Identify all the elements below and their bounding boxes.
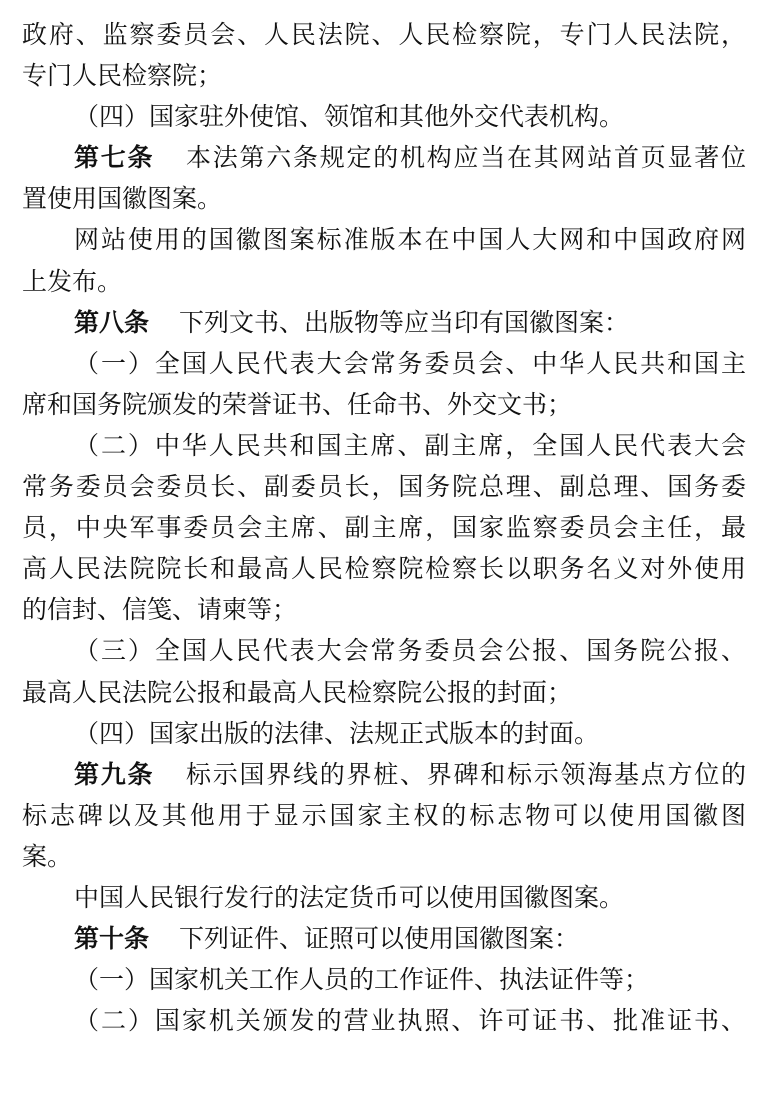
text-line: 中国人民银行发行的法定货币可以使用国徽图案。 — [74, 882, 625, 912]
text-line: 专门人民检察院； — [22, 61, 223, 91]
text-line: 常务委员会委员长、副委员长，国务院总理、副总理、国务委 — [22, 472, 746, 502]
list-item: （一）全国人民代表大会常务委员会、中华人民共和国主 — [74, 348, 746, 378]
article-heading: 第八条 — [74, 307, 150, 337]
list-item: （二）国家机关颁发的营业执照、许可证书、批准证书、 — [74, 1006, 746, 1036]
list-item: （四）国家驻外使馆、领馆和其他外交代表机构。 — [74, 102, 625, 132]
article-text: 下列文书、出版物等应当印有国徽图案： — [179, 307, 630, 337]
list-item: （四）国家出版的法律、法规正式版本的封面。 — [74, 718, 600, 748]
text-line: 上发布。 — [22, 266, 123, 296]
text-line: 政府、监察委员会、人民法院、人民检察院，专门人民法院， — [22, 20, 746, 49]
list-item: （一）国家机关工作人员的工作证件、执法证件等； — [74, 965, 650, 995]
text-line: 高人民法院院长和最高人民检察院检察长以职务名义对外使用 — [22, 554, 746, 584]
text-line: 网站使用的国徽图案标准版本在中国人大网和中国政府网 — [74, 225, 746, 255]
list-item: （三）全国人民代表大会常务委员会公报、国务院公报、 — [74, 636, 746, 666]
text-line: 案。 — [22, 841, 73, 871]
text-line: 员，中央军事委员会主席、副主席，国家监察委员会主任，最 — [22, 513, 746, 543]
article-heading: 第七条 — [74, 143, 155, 173]
article-10 — [22, 918, 746, 959]
document-page — [22, 14, 746, 1041]
article-8 — [22, 302, 746, 343]
list-item: （二）中华人民共和国主席、副主席，全国人民代表大会 — [74, 430, 746, 460]
article-heading: 第九条 — [74, 759, 155, 789]
text-line: 的信封、信笺、请柬等； — [22, 595, 298, 625]
article-9 — [22, 754, 746, 795]
article-7 — [22, 137, 746, 178]
article-text: 下列证件、证照可以使用国徽图案： — [179, 924, 580, 954]
article-heading: 第十条 — [74, 924, 150, 954]
text-line: 标志碑以及其他用于显示国家主权的标志物可以使用国徽图 — [22, 800, 746, 830]
text-line: 最高人民法院公报和最高人民检察院公报的封面； — [22, 677, 573, 707]
text-line: 席和国务院颁发的荣誉证书、任命书、外交文书； — [22, 389, 573, 419]
article-text: 标示国界线的界桩、界碑和标示领海基点方位的 — [184, 759, 746, 789]
article-text: 本法第六条规定的机构应当在其网站首页显著位 — [184, 143, 746, 173]
text-line: 置使用国徽图案。 — [22, 184, 223, 214]
